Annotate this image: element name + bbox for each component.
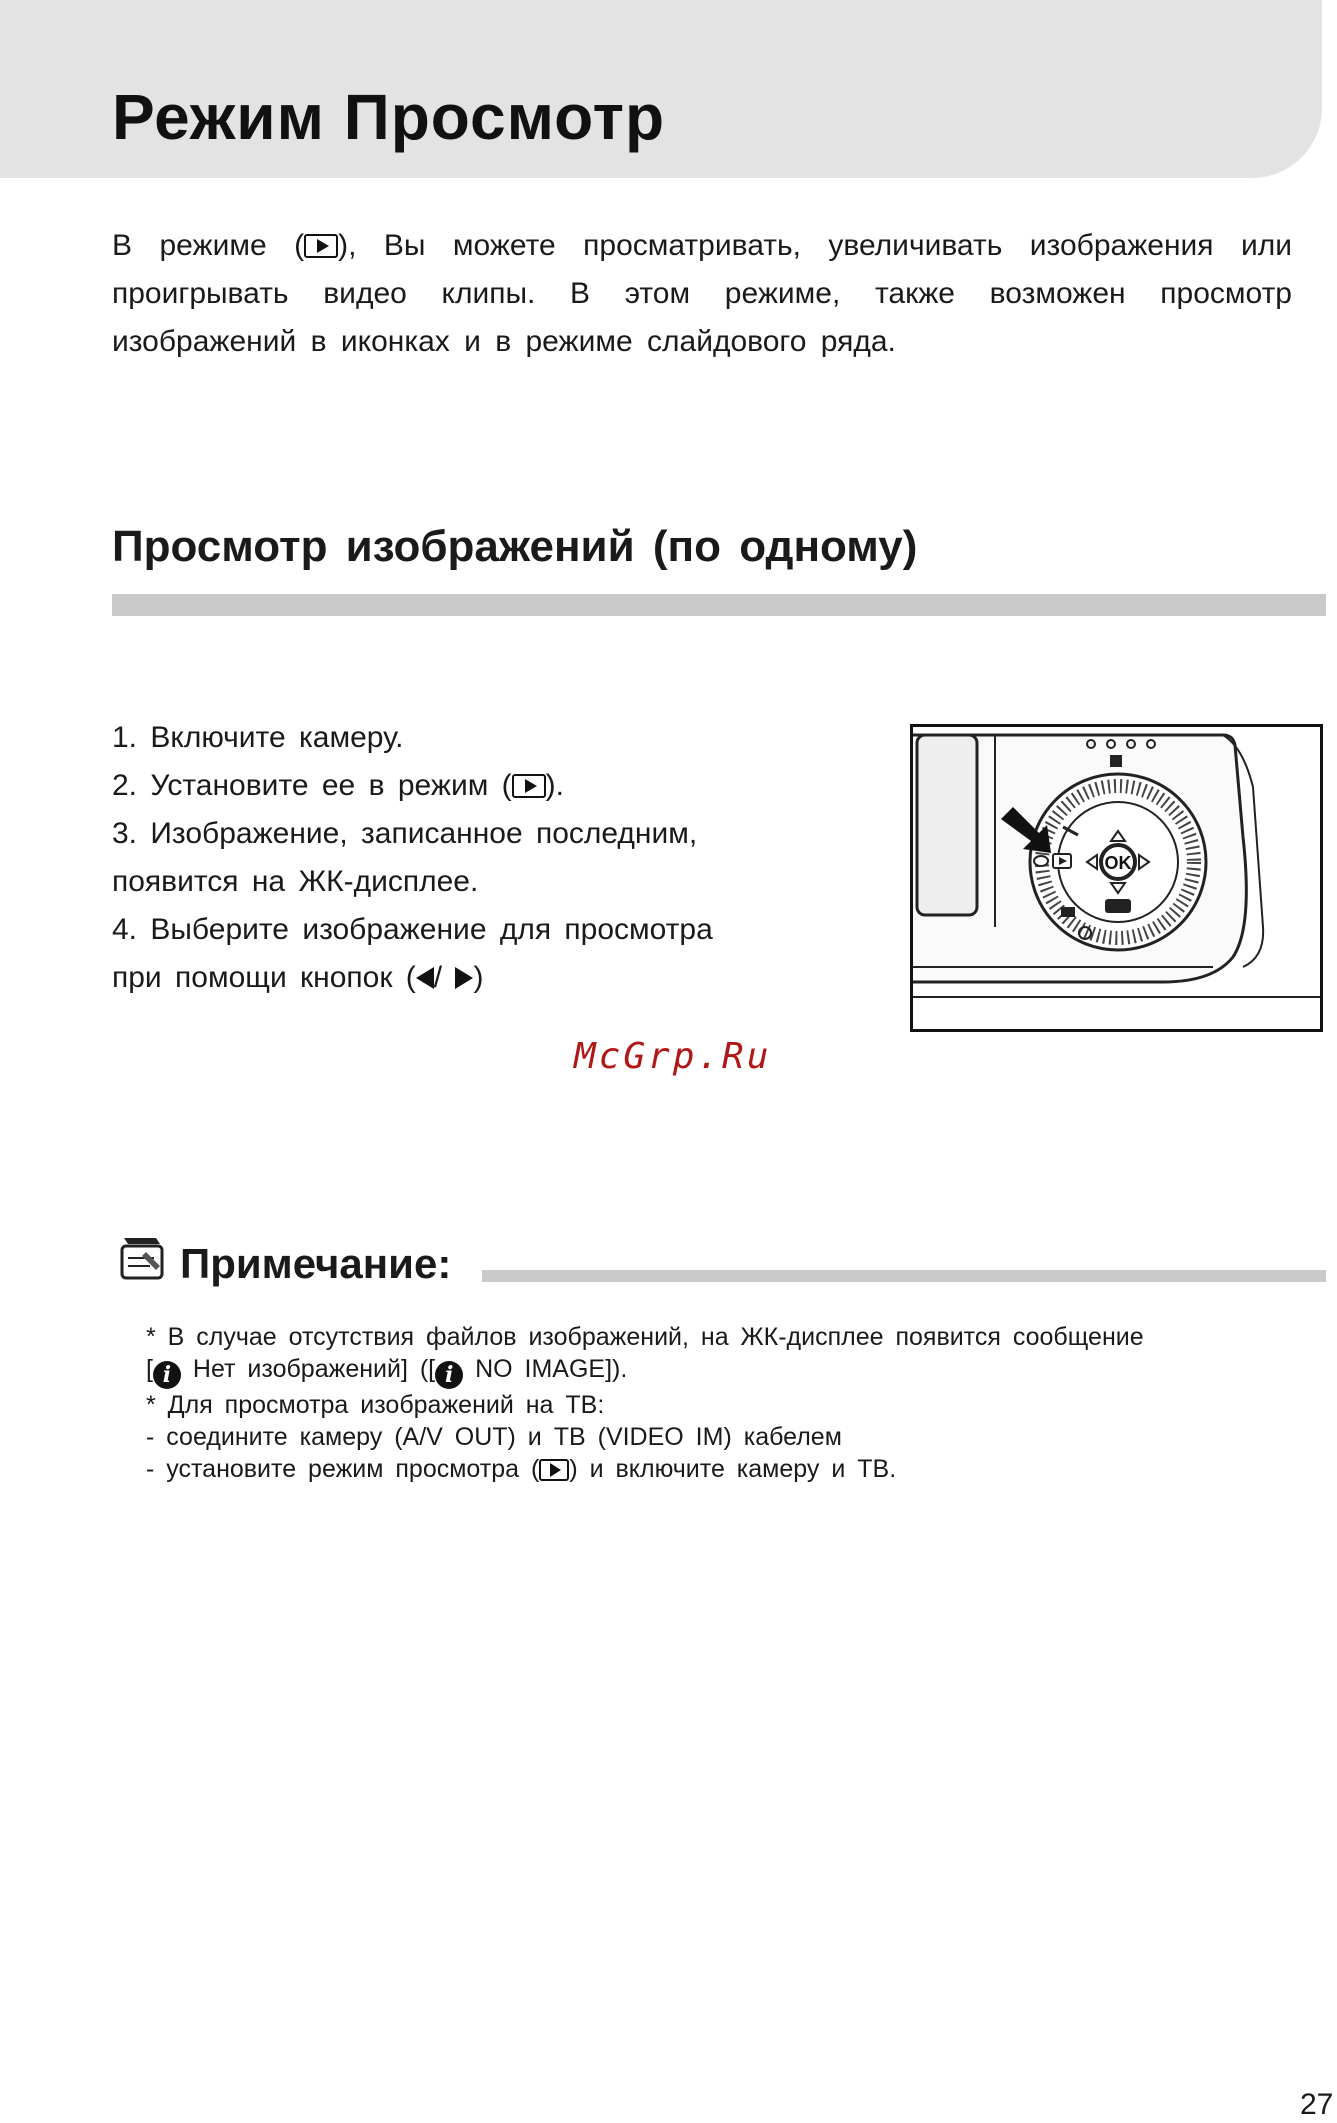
note-pencil-icon <box>116 1232 168 1284</box>
step-2-text: 2. Установите ее в режим ( <box>112 769 512 802</box>
step-3-line-1: 3. Изображение, записанное последним, <box>112 817 698 850</box>
step-4-end: ) <box>473 961 484 994</box>
lcd-screen <box>917 735 977 915</box>
playback-icon <box>539 1459 569 1481</box>
watermark: McGrp.Ru <box>574 1036 772 1077</box>
note-item-4: - соедините камеру (A/V OUT) и ТВ (VIDEO IM) кабелем <box>146 1423 842 1451</box>
note-item-2 <box>146 1353 1296 1389</box>
note-divider <box>482 1270 1326 1282</box>
note-item-5-text: - установите режим просмотра ( <box>146 1455 540 1483</box>
section-title: Просмотр изображений (по одному) <box>112 522 918 571</box>
playback-delete-button[interactable] <box>1105 899 1131 913</box>
note-title: Примечание: <box>180 1240 452 1287</box>
note-list <box>146 1321 1296 1485</box>
indicator-square-icon <box>1110 755 1122 767</box>
intro-paragraph <box>112 222 1292 366</box>
step-4-line-1: 4. Выберите изображение для просмотра <box>112 913 713 946</box>
camera-illustration <box>913 727 1320 1029</box>
steps-list <box>112 714 812 1002</box>
ok-button-label: OK <box>1104 853 1132 873</box>
playback-icon <box>512 774 546 798</box>
camera-mode-icon <box>1061 907 1075 917</box>
info-icon: i <box>435 1361 463 1389</box>
step-4-line-2 <box>112 954 812 1002</box>
note-item-2-end: NO IMAGE]). <box>463 1355 628 1383</box>
left-arrow-icon <box>416 967 434 989</box>
intro-text-start: В режиме ( <box>112 229 305 262</box>
playback-icon <box>304 234 338 258</box>
note-item-2-mid: Нет изображений] ([ <box>180 1355 436 1383</box>
dial-pointer-icon <box>1034 856 1048 866</box>
note-item-5 <box>146 1453 1296 1485</box>
page-title: Режим Просмотр <box>112 81 666 153</box>
note-item-2-open: [ <box>146 1355 153 1383</box>
camera-mode-dial-figure <box>910 724 1323 1032</box>
step-2-end: ). <box>545 769 564 802</box>
right-arrow-icon <box>455 967 473 989</box>
info-icon: i <box>153 1361 181 1389</box>
note-item-3: * Для просмотра изображений на ТВ: <box>146 1391 605 1419</box>
step-1: 1. Включите камеру. <box>112 721 404 754</box>
section-divider <box>112 594 1326 616</box>
step-4-text: при помощи кнопок ( <box>112 961 416 994</box>
step-3-line-2: появится на ЖК-дисплее. <box>112 865 479 898</box>
step-4-sep: / <box>433 961 443 994</box>
page-number: 27 <box>1300 2088 1334 2121</box>
intro-text-end: ), Вы можете просматривать, увеличивать изображения или проигрывать видео клипы. В этом режиме, также возможен просмотр изображений в иконках и в режиме слайдового ряда. <box>112 229 1292 358</box>
note-item-5-end: ) и включите камеру и ТВ. <box>569 1455 897 1483</box>
note-item-1: * В случае отсутствия файлов изображений, на ЖК-дисплее появится сообщение <box>146 1323 1144 1351</box>
step-2 <box>112 762 812 810</box>
